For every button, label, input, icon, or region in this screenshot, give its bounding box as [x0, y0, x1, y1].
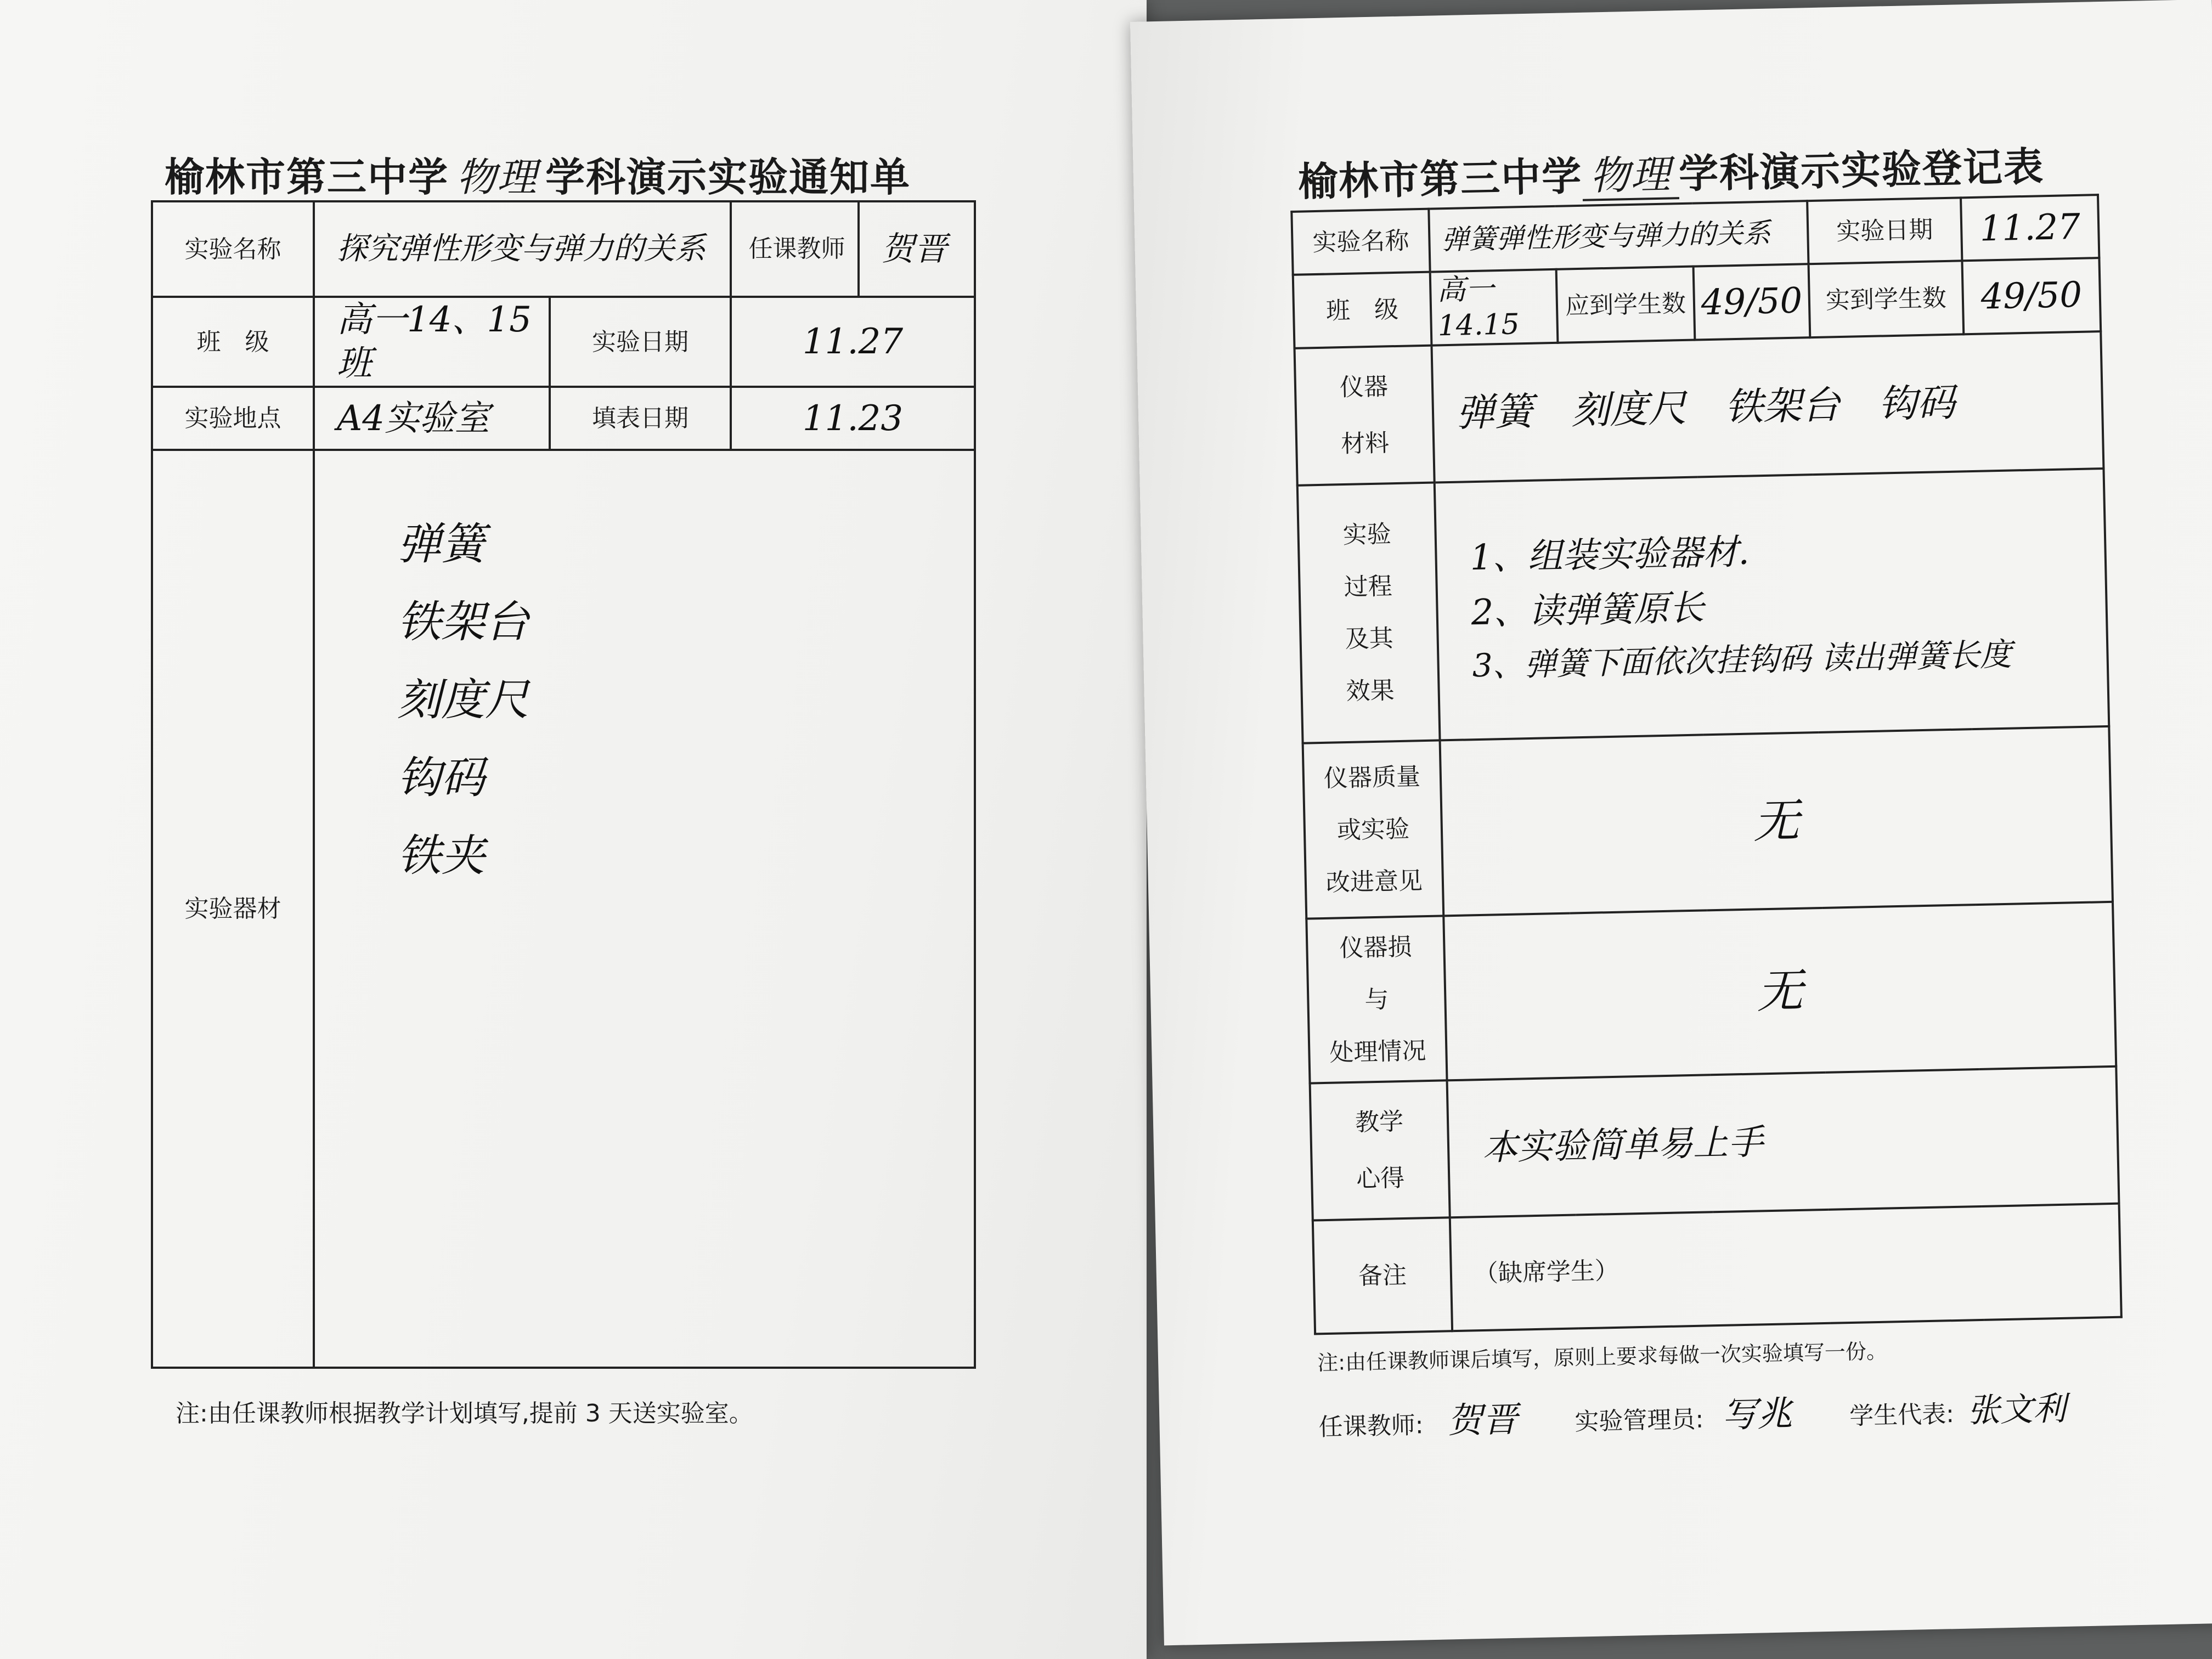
reflection-value: 本实验简单易上手	[1447, 1066, 2119, 1217]
register-form-sheet	[1130, 0, 2212, 1645]
quality-label: 仪器质量 或实验 改进意见	[1303, 740, 1444, 918]
title-subject: 物理	[1582, 151, 1679, 201]
date-value: 11.27	[1961, 195, 2099, 261]
fill-date-value: 11.23	[731, 387, 975, 450]
damage-label: 仪器损 与 处理情况	[1306, 916, 1447, 1083]
register-form-title	[1297, 134, 2045, 207]
process-step: 2、读弹簧原长	[1470, 588, 1705, 633]
expected-students-label: 应到学生数	[1556, 267, 1695, 343]
teacher-value: 贺晋	[881, 229, 947, 268]
expected-students-value: 49/50	[1694, 264, 1810, 340]
equipment-item: 弹簧	[397, 518, 485, 569]
notice-form-table	[151, 200, 976, 1369]
location-label: 实验地点	[152, 387, 314, 450]
signature-teacher-label: 任课教师:	[1318, 1411, 1424, 1442]
notice-form-title	[165, 145, 911, 202]
process-step: 3、弹簧下面依次挂钩码 读出弹簧长度	[1471, 635, 2012, 684]
signature-line	[1318, 1380, 2067, 1446]
reflection-label: 教学 心得	[1310, 1080, 1450, 1220]
experiment-name-value: 探究弹性形变与弹力的关系	[314, 201, 731, 297]
process-label: 实验 过程 及其 效果	[1297, 483, 1440, 743]
equipment-area	[314, 450, 975, 1368]
instruments-label: 仪器 材料	[1295, 346, 1435, 486]
class-label: 班 级	[152, 297, 314, 387]
signature-student: 张文利	[1967, 1389, 2067, 1430]
signature-student-label: 学生代表:	[1849, 1400, 1955, 1431]
experiment-name-label: 实验名称	[1291, 209, 1430, 275]
instruments-value: 弹簧 刻度尺 铁架台 钩码	[1431, 331, 2103, 482]
equipment-item: 铁夹	[397, 830, 485, 881]
class-value: 高一14.15	[1430, 269, 1558, 346]
remarks-label: 备注	[1313, 1217, 1452, 1334]
equipment-item: 刻度尺	[397, 674, 529, 725]
title-form-name: 学科演示实验通知单	[545, 154, 911, 200]
actual-students-value: 49/50	[1962, 258, 2101, 334]
process-step: 1、组装实验器材.	[1469, 532, 1750, 578]
actual-students-label: 实到学生数	[1809, 261, 1964, 337]
equipment-label: 实验器材	[152, 450, 314, 1368]
experiment-name-value: 弹簧弹性形变与弹力的关系	[1429, 201, 1808, 272]
fill-date-label: 填表日期	[550, 387, 731, 450]
experiment-name-label: 实验名称	[152, 201, 314, 297]
equipment-list	[397, 517, 529, 906]
signature-manager-label: 实验管理员:	[1574, 1405, 1704, 1436]
teacher-label: 任课教师	[737, 202, 860, 296]
date-label: 实验日期	[550, 297, 731, 387]
date-value: 11.27	[731, 297, 975, 387]
title-school: 榆林市第三中学	[1297, 153, 1583, 205]
register-footnote: 注:由任课教师课后填写，原则上要求每做一次实验填写一份。	[1317, 1339, 1888, 1375]
damage-value: 无	[1443, 902, 2116, 1080]
location-value: A4实验室	[314, 387, 550, 450]
teacher-cell	[731, 201, 975, 297]
remarks-value: （缺席学生）	[1450, 1204, 2121, 1331]
title-subject: 物理	[449, 154, 545, 202]
process-steps	[1435, 469, 2109, 740]
signature-manager: 写兆	[1722, 1393, 1793, 1436]
class-value: 高一14、15班	[314, 297, 550, 387]
quality-value: 无	[1440, 726, 2113, 916]
title-school: 榆林市第三中学	[165, 154, 449, 200]
register-form-table	[1290, 194, 2123, 1335]
equipment-item: 钩码	[397, 752, 485, 803]
class-label: 班 级	[1293, 272, 1432, 348]
signature-teacher: 贺晋	[1447, 1399, 1519, 1442]
notice-footnote: 注:由任课教师根据教学计划填写,提前 3 天送实验室。	[176, 1400, 753, 1427]
date-label: 实验日期	[1807, 198, 1962, 264]
equipment-item: 铁架台	[397, 596, 529, 647]
title-form-name: 学科演示实验登记表	[1678, 143, 2045, 198]
